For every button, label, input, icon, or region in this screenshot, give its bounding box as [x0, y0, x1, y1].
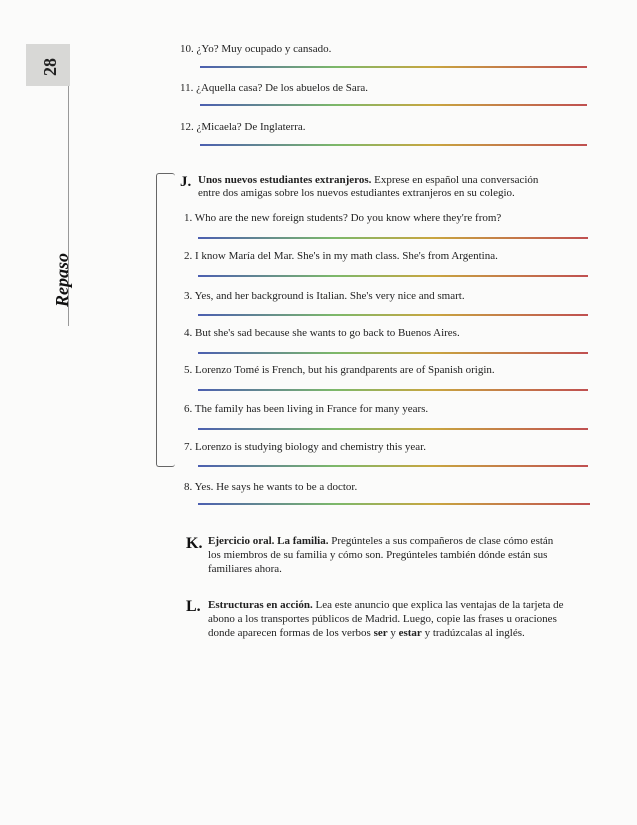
section-k-title: Ejercicio oral. La familia.: [208, 535, 329, 547]
section-k-line-1: Pregúnteles a sus compañeros de clase cómo están: [331, 535, 554, 547]
exercise-item-12: 12. ¿Micaela? De Inglaterra.: [180, 121, 306, 133]
exercise-item-j7: 7. Lorenzo is studying biology and chemistry this year.: [184, 441, 426, 453]
answer-line-j5[interactable]: [198, 389, 588, 391]
answer-line-j8[interactable]: [198, 503, 590, 505]
verb-estar: estar: [398, 627, 422, 639]
section-l-line-3c: y tradúzcalas al inglés.: [421, 627, 525, 639]
section-l-line-2: abono a los transportes públicos de Madrid. Luego, copie las frases u oraciones: [208, 613, 557, 625]
section-l-line-3: [208, 627, 525, 640]
section-j-instruction-1: Exprese en español una conversación: [374, 174, 539, 186]
exercise-item-11: 11. ¿Aquella casa? De los abuelos de Sara.: [180, 82, 369, 94]
exercise-item-j3: 3. Yes, and her background is Italian. She's very nice and smart.: [184, 290, 465, 302]
answer-line-12[interactable]: [200, 144, 587, 146]
section-l-heading: [208, 599, 564, 612]
section-j-instruction-2: entre dos amigas sobre los nuevos estudiantes extranjeros en su colegio.: [198, 187, 515, 199]
exercise-item-j4: 4. But she's sad because she wants to go back to Buenos Aires.: [184, 327, 460, 339]
section-k-line-2: los miembros de su familia y cómo son. Pregúnteles también dónde están sus: [208, 549, 548, 561]
section-l-line-3a: donde aparecen formas de los verbos: [208, 627, 374, 639]
page-number: 28: [39, 58, 60, 76]
answer-line-j1[interactable]: [198, 237, 588, 239]
exercise-item-j2: 2. I know María del Mar. She's in my math class. She's from Argentina.: [184, 250, 498, 262]
section-l-line-1: Lea este anuncio que explica las ventajas de la tarjeta de: [315, 599, 564, 611]
answer-line-j4[interactable]: [198, 352, 588, 354]
exercise-item-j5: 5. Lorenzo Tomé is French, but his grandparents are of Spanish origin.: [184, 364, 495, 376]
exercise-item-j8: 8. Yes. He says he wants to be a doctor.: [184, 481, 358, 493]
answer-line-10[interactable]: [200, 66, 587, 68]
section-label: Repaso: [51, 253, 72, 307]
exercise-item-10: 10. ¿Yo? Muy ocupado y cansado.: [180, 43, 332, 55]
answer-line-j7[interactable]: [198, 465, 588, 467]
exercise-item-j1: 1. Who are the new foreign students? Do you know where they're from?: [184, 212, 502, 224]
exercise-item-j6: 6. The family has been living in France for many years.: [184, 403, 429, 415]
section-j-heading: [198, 174, 538, 187]
section-k-heading: [208, 535, 553, 548]
section-k-letter: K.: [186, 535, 203, 552]
answer-line-j6[interactable]: [198, 428, 588, 430]
answer-line-11[interactable]: [200, 104, 587, 106]
section-k-line-3: familiares ahora.: [208, 563, 282, 575]
answer-line-j3[interactable]: [198, 314, 588, 316]
section-l-title: Estructuras en acción.: [208, 599, 313, 611]
section-j-title: Unos nuevos estudiantes extranjeros.: [198, 174, 372, 186]
answer-line-j2[interactable]: [198, 275, 588, 277]
section-l-line-3b: y: [387, 627, 399, 639]
section-l-letter: L.: [186, 598, 201, 615]
section-j-bracket: [156, 173, 175, 467]
section-j-letter: J.: [180, 174, 192, 190]
verb-ser: ser: [373, 627, 388, 639]
